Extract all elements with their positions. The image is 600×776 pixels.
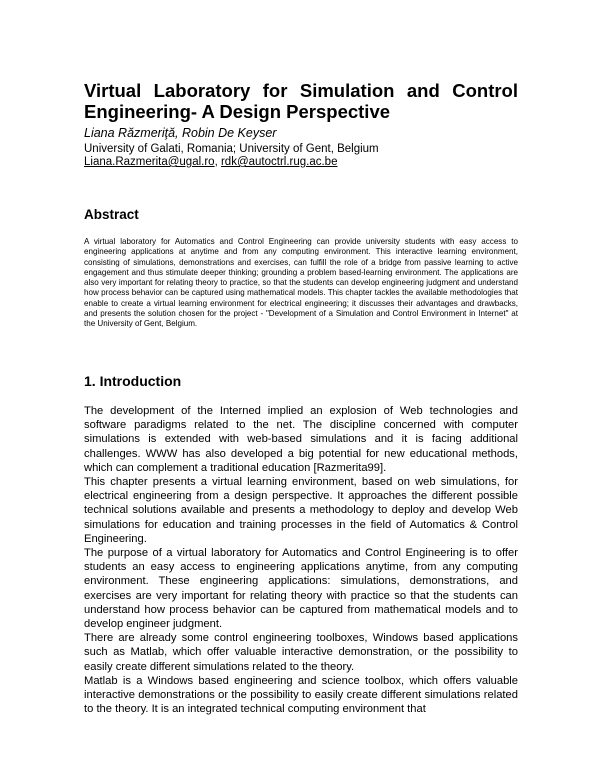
- paper-title-regular-part: A Design Perspective: [197, 101, 391, 122]
- introduction-paragraph: This chapter presents a virtual learning environment, based on web simulations, for electrical engineering from a design perspective. It approaches the different possible technical solutions available and presents a methodology to deploy and develop Web simulations for education and training processes in the field of Automatics & Control Engineering.: [84, 476, 518, 545]
- paper-title-bold-part: Engineering-: [84, 101, 198, 122]
- abstract-text: A virtual laboratory for Automatics and Control Engineering can provide university students with easy access to engineering applications at anytime and from any computing environment. This interactive learning environment, consisting of simulations, demonstrations and exercises, can fulfill the role of a bridge from passive learning to active engagement and thus stimulate deeper thinking; grounding a problem based-learning environment. The applications are also very important for relating theory to practice, so that the students can develop engineering judgment and understand how process behavior can be captured using mathematical models. This chapter tackles the available methodologies that enable to create a virtual learning environment for electrical engineering; it discusses their advantages and drawbacks, and presents the solution chosen for the project - "Development of a Simulation and Control Environment in Internet" at the University of Gent, Belgium.: [84, 237, 518, 329]
- introduction-paragraph: The development of the Interned implied an explosion of Web technologies and software paradigms related to the net. The discipline concerned with computer simulations is extended with web-based simulations and it is facing additional challenges. WWW has also developed a big potential for new educational methods, which can complement a traditional education [Razmerita99].: [84, 405, 518, 474]
- paper-title-line1: Virtual Laboratory for Simulation and Control: [84, 80, 518, 101]
- introduction-paragraph: There are already some control engineering toolboxes, Windows based applications such as Matlab, which offer valuable interactive demonstration, or the possibility to easily create different simulations related to the theory.: [84, 632, 518, 673]
- paper-title-line2: [84, 101, 518, 122]
- email-link-2[interactable]: rdk@autoctrl.rug.ac.be: [220, 156, 338, 168]
- abstract-heading: Abstract: [84, 207, 139, 222]
- email-separator: ,: [214, 156, 221, 168]
- email-link-1[interactable]: Liana.Razmerita@ugal.ro: [84, 156, 215, 168]
- introduction-heading: 1. Introduction: [84, 373, 182, 389]
- paper-emails: [84, 155, 337, 169]
- paper-affiliation: University of Galati, Romania; University of Gent, Belgium: [84, 143, 379, 155]
- paper-title: [84, 80, 518, 101]
- paper-authors: Liana Răzmeriţă, Robin De Keyser: [84, 126, 277, 140]
- introduction-paragraph: Matlab is a Windows based engineering and science toolbox, which offers valuable interactive demonstrations or the possibility to easily create different simulations related to the theory. It is an integrated technical computing environment that: [84, 674, 518, 716]
- introduction-paragraph: The purpose of a virtual laboratory for Automatics and Control Engineering is to offer students an easy access to engineering applications anytime, from any computing environment. These engineering applications: simulations, demonstrations, and exercises are very important for relating theory with practice so that the students can understand how process behavior can be captured from mathematical models and to develop engineer judgment.: [84, 547, 518, 631]
- introduction-body: [84, 404, 518, 716]
